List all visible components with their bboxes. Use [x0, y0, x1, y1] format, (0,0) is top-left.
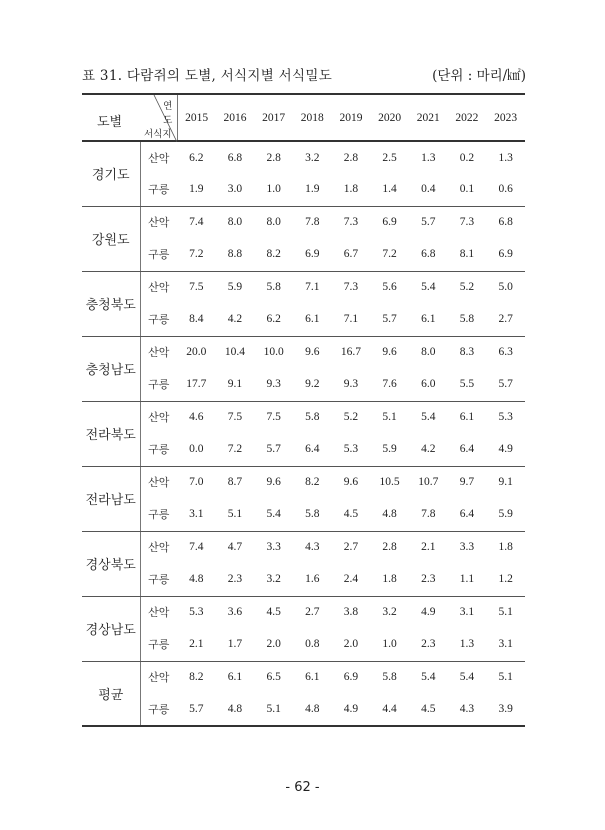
year-column-header: 2016 — [223, 111, 247, 124]
density-value-cell: 3.8 — [343, 606, 359, 619]
province-cell: 평균 — [82, 661, 140, 726]
density-value-cell: 5.9 — [227, 281, 243, 294]
density-value-cell: 6.4 — [293, 433, 332, 466]
density-value-cell: 8.8 — [216, 238, 255, 271]
density-value-cell: 2.3 — [409, 628, 448, 661]
habitat-cell: 구릉 — [140, 628, 177, 661]
density-value-cell: 7.3 — [343, 281, 359, 294]
year-column-header: 2019 — [339, 111, 363, 124]
density-value-cell: 6.8 — [227, 151, 243, 164]
table-row — [82, 498, 525, 531]
habitat-cell: 산악 — [148, 476, 170, 490]
density-value-cell: 7.3 — [459, 216, 475, 229]
density-value-cell: 2.1 — [177, 628, 216, 661]
density-value-cell: 8.3 — [459, 346, 475, 359]
year-column-header: 2015 — [185, 111, 209, 124]
table-row — [82, 368, 525, 401]
density-value-cell: 5.1 — [498, 606, 513, 619]
density-value-cell: 8.2 — [305, 476, 320, 489]
density-value-cell: 5.4 — [421, 281, 436, 294]
density-value-cell: 1.3 — [421, 151, 436, 164]
density-value-cell: 1.2 — [486, 563, 525, 596]
density-value-cell: 6.1 — [459, 411, 475, 424]
habitat-header: 서식지 — [144, 129, 172, 140]
density-value-cell: 5.1 — [254, 693, 293, 726]
density-value-cell: 6.3 — [498, 346, 513, 359]
density-value-cell: 2.7 — [343, 541, 359, 554]
density-value-cell: 10.5 — [379, 476, 400, 489]
density-value-cell: 1.9 — [177, 173, 216, 206]
table-row — [82, 596, 525, 628]
density-value-cell: 9.3 — [332, 368, 371, 401]
habitat-cell: 산악 — [148, 411, 170, 425]
density-value-cell: 8.4 — [177, 303, 216, 336]
year-header: 연도 — [163, 101, 173, 126]
density-value-cell: 6.9 — [486, 238, 525, 271]
density-value-cell: 5.1 — [382, 411, 397, 424]
density-value-cell: 5.8 — [266, 281, 281, 294]
density-value-cell: 1.8 — [498, 541, 513, 554]
density-value-cell: 5.8 — [448, 303, 487, 336]
density-value-cell: 1.0 — [254, 173, 293, 206]
density-value-cell: 3.3 — [266, 541, 281, 554]
density-value-cell: 20.0 — [186, 346, 207, 359]
density-value-cell: 5.2 — [343, 411, 359, 424]
density-value-cell: 5.8 — [293, 498, 332, 531]
density-value-cell: 7.4 — [189, 541, 204, 554]
density-value-cell: 5.1 — [498, 671, 513, 684]
habitat-cell: 구릉 — [140, 173, 177, 206]
density-value-cell: 9.7 — [459, 476, 475, 489]
density-value-cell: 4.5 — [266, 606, 281, 619]
density-value-cell: 1.3 — [498, 151, 513, 164]
corner-header-cell — [82, 94, 177, 141]
density-value-cell: 4.6 — [189, 411, 204, 424]
density-value-cell: 7.5 — [189, 281, 204, 294]
density-value-cell: 3.6 — [227, 606, 243, 619]
density-value-cell: 5.3 — [189, 606, 204, 619]
density-value-cell: 2.5 — [382, 151, 397, 164]
density-value-cell: 5.3 — [332, 433, 371, 466]
density-value-cell: 3.3 — [459, 541, 475, 554]
habitat-cell: 구릉 — [140, 238, 177, 271]
density-value-cell: 1.3 — [448, 628, 487, 661]
density-value-cell: 0.0 — [177, 433, 216, 466]
density-value-cell: 1.0 — [370, 628, 409, 661]
density-value-cell: 9.6 — [305, 346, 320, 359]
density-value-cell: 4.5 — [409, 693, 448, 726]
table-row — [82, 206, 525, 238]
density-value-cell: 7.5 — [266, 411, 281, 424]
province-cell: 경상북도 — [82, 531, 140, 596]
province-cell: 강원도 — [82, 206, 140, 271]
density-value-cell: 9.1 — [498, 476, 513, 489]
density-value-cell: 7.6 — [370, 368, 409, 401]
density-value-cell: 3.1 — [486, 628, 525, 661]
density-value-cell: 7.5 — [227, 411, 243, 424]
density-value-cell: 4.3 — [305, 541, 320, 554]
density-value-cell: 8.2 — [189, 671, 204, 684]
density-value-cell: 3.1 — [459, 606, 475, 619]
density-value-cell: 6.2 — [189, 151, 204, 164]
density-value-cell: 1.4 — [370, 173, 409, 206]
density-value-cell: 4.2 — [216, 303, 255, 336]
density-value-cell: 1.1 — [448, 563, 487, 596]
density-value-cell: 9.1 — [216, 368, 255, 401]
density-value-cell: 7.2 — [370, 238, 409, 271]
habitat-cell: 구릉 — [140, 498, 177, 531]
density-value-cell: 2.0 — [254, 628, 293, 661]
year-column-header: 2020 — [378, 111, 402, 124]
density-value-cell: 7.2 — [177, 238, 216, 271]
habitat-cell: 구릉 — [140, 693, 177, 726]
density-value-cell: 1.7 — [216, 628, 255, 661]
density-value-cell: 6.9 — [382, 216, 397, 229]
habitat-cell: 구릉 — [140, 368, 177, 401]
density-value-cell: 3.9 — [486, 693, 525, 726]
density-value-cell: 2.3 — [216, 563, 255, 596]
density-value-cell: 0.4 — [409, 173, 448, 206]
table-row — [82, 336, 525, 368]
province-cell: 경기도 — [82, 141, 140, 206]
density-value-cell: 4.2 — [409, 433, 448, 466]
density-value-cell: 6.2 — [254, 303, 293, 336]
density-value-cell: 16.7 — [340, 346, 362, 359]
density-value-cell: 7.1 — [305, 281, 320, 294]
density-value-cell: 3.2 — [382, 606, 397, 619]
density-value-cell: 0.8 — [293, 628, 332, 661]
density-value-cell: 2.4 — [332, 563, 371, 596]
density-value-cell: 6.4 — [448, 433, 487, 466]
density-value-cell: 2.7 — [486, 303, 525, 336]
density-value-cell: 5.7 — [177, 693, 216, 726]
density-value-cell: 2.0 — [332, 628, 371, 661]
density-value-cell: 3.1 — [177, 498, 216, 531]
density-value-cell: 7.2 — [216, 433, 255, 466]
density-value-cell: 3.2 — [254, 563, 293, 596]
density-value-cell: 5.3 — [498, 411, 513, 424]
density-value-cell: 6.1 — [409, 303, 448, 336]
density-value-cell: 1.8 — [370, 563, 409, 596]
density-value-cell: 9.3 — [254, 368, 293, 401]
density-value-cell: 6.5 — [266, 671, 281, 684]
density-value-cell: 5.4 — [459, 671, 475, 684]
density-value-cell: 5.9 — [486, 498, 525, 531]
table-row — [82, 238, 525, 271]
province-cell: 충청북도 — [82, 271, 140, 336]
density-value-cell: 6.9 — [293, 238, 332, 271]
year-column-header: 2023 — [494, 111, 518, 124]
density-value-cell: 2.8 — [382, 541, 397, 554]
density-value-cell: 5.8 — [382, 671, 397, 684]
density-value-cell: 6.8 — [409, 238, 448, 271]
density-value-cell: 5.7 — [421, 216, 436, 229]
density-value-cell: 4.8 — [216, 693, 255, 726]
density-value-cell: 0.2 — [459, 151, 475, 164]
habitat-cell: 구릉 — [140, 433, 177, 466]
density-value-cell: 8.2 — [254, 238, 293, 271]
density-value-cell: 2.1 — [421, 541, 436, 554]
density-value-cell: 2.7 — [305, 606, 320, 619]
density-value-cell: 7.8 — [305, 216, 320, 229]
density-value-cell: 7.3 — [343, 216, 359, 229]
density-value-cell: 1.6 — [293, 563, 332, 596]
table-body — [82, 141, 525, 726]
table-row — [82, 531, 525, 563]
density-value-cell: 7.0 — [189, 476, 204, 489]
density-value-cell: 5.0 — [498, 281, 513, 294]
province-cell: 전라북도 — [82, 401, 140, 466]
table-row — [82, 173, 525, 206]
density-value-cell: 4.4 — [370, 693, 409, 726]
density-value-cell: 5.7 — [254, 433, 293, 466]
density-value-cell: 5.4 — [254, 498, 293, 531]
habitat-cell: 구릉 — [140, 303, 177, 336]
habitat-cell: 산악 — [148, 346, 170, 360]
year-column-header: 2018 — [300, 111, 324, 124]
density-value-cell: 4.8 — [293, 693, 332, 726]
habitat-cell: 산악 — [148, 216, 170, 230]
density-value-cell: 5.5 — [448, 368, 487, 401]
density-value-cell: 4.3 — [448, 693, 487, 726]
density-value-cell: 5.2 — [459, 281, 475, 294]
density-value-cell: 7.4 — [189, 216, 204, 229]
page-number: - 62 - — [285, 780, 320, 795]
province-cell: 전라남도 — [82, 466, 140, 531]
density-value-cell: 9.2 — [293, 368, 332, 401]
density-value-cell: 4.9 — [486, 433, 525, 466]
province-cell: 경상남도 — [82, 596, 140, 661]
density-value-cell: 6.7 — [332, 238, 371, 271]
habitat-cell: 산악 — [148, 606, 170, 620]
density-value-cell: 6.4 — [448, 498, 487, 531]
density-value-cell: 5.8 — [305, 411, 320, 424]
habitat-cell: 산악 — [148, 541, 170, 555]
density-value-cell: 8.7 — [227, 476, 243, 489]
density-value-cell: 9.6 — [266, 476, 281, 489]
density-value-cell: 5.9 — [370, 433, 409, 466]
density-value-cell: 1.9 — [293, 173, 332, 206]
density-value-cell: 3.0 — [216, 173, 255, 206]
density-value-cell: 6.1 — [305, 671, 320, 684]
density-value-cell: 10.7 — [418, 476, 439, 489]
density-value-cell: 8.1 — [448, 238, 487, 271]
table-row — [82, 271, 525, 303]
density-value-cell: 5.6 — [382, 281, 397, 294]
density-value-cell: 5.4 — [421, 671, 436, 684]
habitat-cell: 산악 — [148, 281, 170, 295]
density-value-cell: 7.1 — [332, 303, 371, 336]
habitat-cell: 구릉 — [140, 563, 177, 596]
table-row — [82, 661, 525, 693]
density-value-cell: 9.6 — [343, 476, 359, 489]
density-value-cell: 8.0 — [227, 216, 243, 229]
habitat-cell: 산악 — [148, 671, 170, 685]
density-table — [82, 93, 525, 727]
year-column-header: 2017 — [262, 111, 286, 124]
density-value-cell: 6.1 — [293, 303, 332, 336]
table-row — [82, 141, 525, 173]
density-value-cell: 8.0 — [266, 216, 281, 229]
density-value-cell: 2.8 — [266, 151, 281, 164]
density-value-cell: 8.0 — [421, 346, 436, 359]
density-value-cell: 10.4 — [224, 346, 246, 359]
table-row — [82, 401, 525, 433]
density-value-cell: 5.7 — [370, 303, 409, 336]
density-value-cell: 0.1 — [448, 173, 487, 206]
province-header: 도별 — [97, 115, 123, 130]
density-value-cell: 5.7 — [486, 368, 525, 401]
table-row — [82, 433, 525, 466]
density-value-cell: 0.6 — [486, 173, 525, 206]
table-row — [82, 466, 525, 498]
habitat-cell: 산악 — [148, 151, 170, 165]
table-row — [82, 563, 525, 596]
density-value-cell: 6.8 — [498, 216, 513, 229]
density-value-cell: 4.9 — [421, 606, 436, 619]
density-value-cell: 6.9 — [343, 671, 359, 684]
density-value-cell: 9.6 — [382, 346, 397, 359]
density-value-cell: 5.4 — [421, 411, 436, 424]
year-column-header: 2021 — [416, 111, 440, 124]
density-value-cell: 6.0 — [409, 368, 448, 401]
density-value-cell: 10.0 — [263, 346, 284, 359]
province-cell: 충청남도 — [82, 336, 140, 401]
density-value-cell: 2.8 — [343, 151, 359, 164]
year-column-header: 2022 — [455, 111, 479, 124]
density-value-cell: 5.1 — [216, 498, 255, 531]
density-value-cell: 4.5 — [332, 498, 371, 531]
table-row — [82, 628, 525, 661]
density-value-cell: 4.8 — [177, 563, 216, 596]
unit-label: (단위 : 마리/㎢) — [432, 68, 526, 84]
density-value-cell: 7.8 — [409, 498, 448, 531]
table-row — [82, 693, 525, 726]
density-value-cell: 6.1 — [227, 671, 243, 684]
table-row — [82, 303, 525, 336]
density-value-cell: 17.7 — [177, 368, 216, 401]
density-value-cell: 4.7 — [227, 541, 243, 554]
density-value-cell: 2.3 — [409, 563, 448, 596]
density-value-cell: 1.8 — [332, 173, 371, 206]
density-value-cell: 3.2 — [305, 151, 320, 164]
density-value-cell: 4.8 — [370, 498, 409, 531]
density-value-cell: 4.9 — [332, 693, 371, 726]
table-caption: 표 31. 다람쥐의 도별, 서식지별 서식밀도 — [82, 68, 333, 84]
header-row — [82, 94, 525, 141]
